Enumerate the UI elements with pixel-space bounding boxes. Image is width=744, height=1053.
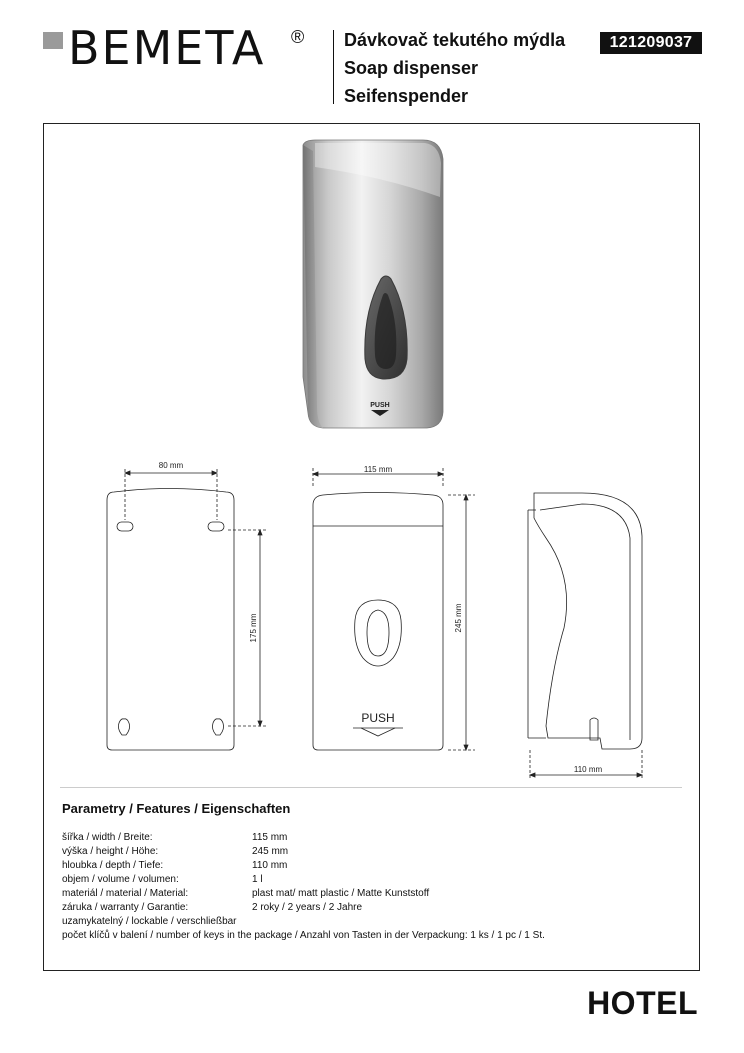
spec-value-material: plast mat/ matt plastic / Matte Kunststoff: [252, 888, 430, 899]
spec-value-height: 245 mm: [252, 846, 289, 857]
dimension-label-110: 110 mm: [573, 765, 603, 774]
spec-label-keys: počet klíčů v balení / number of keys in the package / Anzahl von Tasten in der Verpackung: 1 ks / 1 pc / 1 St.: [62, 930, 545, 941]
registered-mark: ®: [291, 27, 305, 47]
spec-value-warranty: 2 roky / 2 years / 2 Jahre: [252, 902, 363, 913]
spec-value-width: 115 mm: [252, 832, 288, 843]
product-code-badge: 121209037: [600, 32, 702, 54]
spec-label-warranty: záruka / warranty / Garantie:: [62, 902, 189, 913]
brand-logo: BEMETA: [68, 21, 266, 75]
title-german: Seifenspender: [344, 86, 469, 106]
dimension-label-80: 80 mm: [158, 461, 184, 470]
section-divider: [60, 787, 682, 788]
front-view-drawing: [305, 460, 480, 760]
spec-label-width: šířka / width / Breite:: [62, 832, 153, 843]
dimension-label-175: 175 mm: [249, 613, 258, 643]
side-view-drawing: [522, 488, 652, 783]
features-heading: Parametry / Features / Eigenschaften: [62, 801, 291, 816]
spec-value-depth: 110 mm: [252, 860, 288, 871]
spec-label-height: výška / height / Höhe:: [62, 846, 159, 857]
title-english: Soap dispenser: [344, 58, 479, 78]
back-view-drawing: [100, 455, 275, 760]
drawing-push-label: PUSH: [361, 711, 395, 725]
title-czech: Dávkovač tekutého mýdla: [344, 30, 566, 50]
header-divider: [333, 30, 334, 104]
spec-label-lockable: uzamykatelný / lockable / verschließbar: [62, 916, 237, 927]
dimension-label-245: 245 mm: [454, 603, 463, 633]
category-label: HOTEL: [587, 985, 698, 1021]
logo-mark: [43, 32, 63, 49]
spec-label-depth: hloubka / depth / Tiefe:: [62, 860, 164, 871]
dimension-label-115: 115 mm: [363, 465, 393, 474]
spec-label-volume: objem / volume / volumen:: [62, 874, 179, 885]
spec-value-volume: 1 l: [252, 874, 263, 885]
photo-push-label: PUSH: [370, 402, 390, 409]
product-photo: [295, 137, 455, 432]
spec-label-material: materiál / material / Material:: [62, 888, 189, 899]
